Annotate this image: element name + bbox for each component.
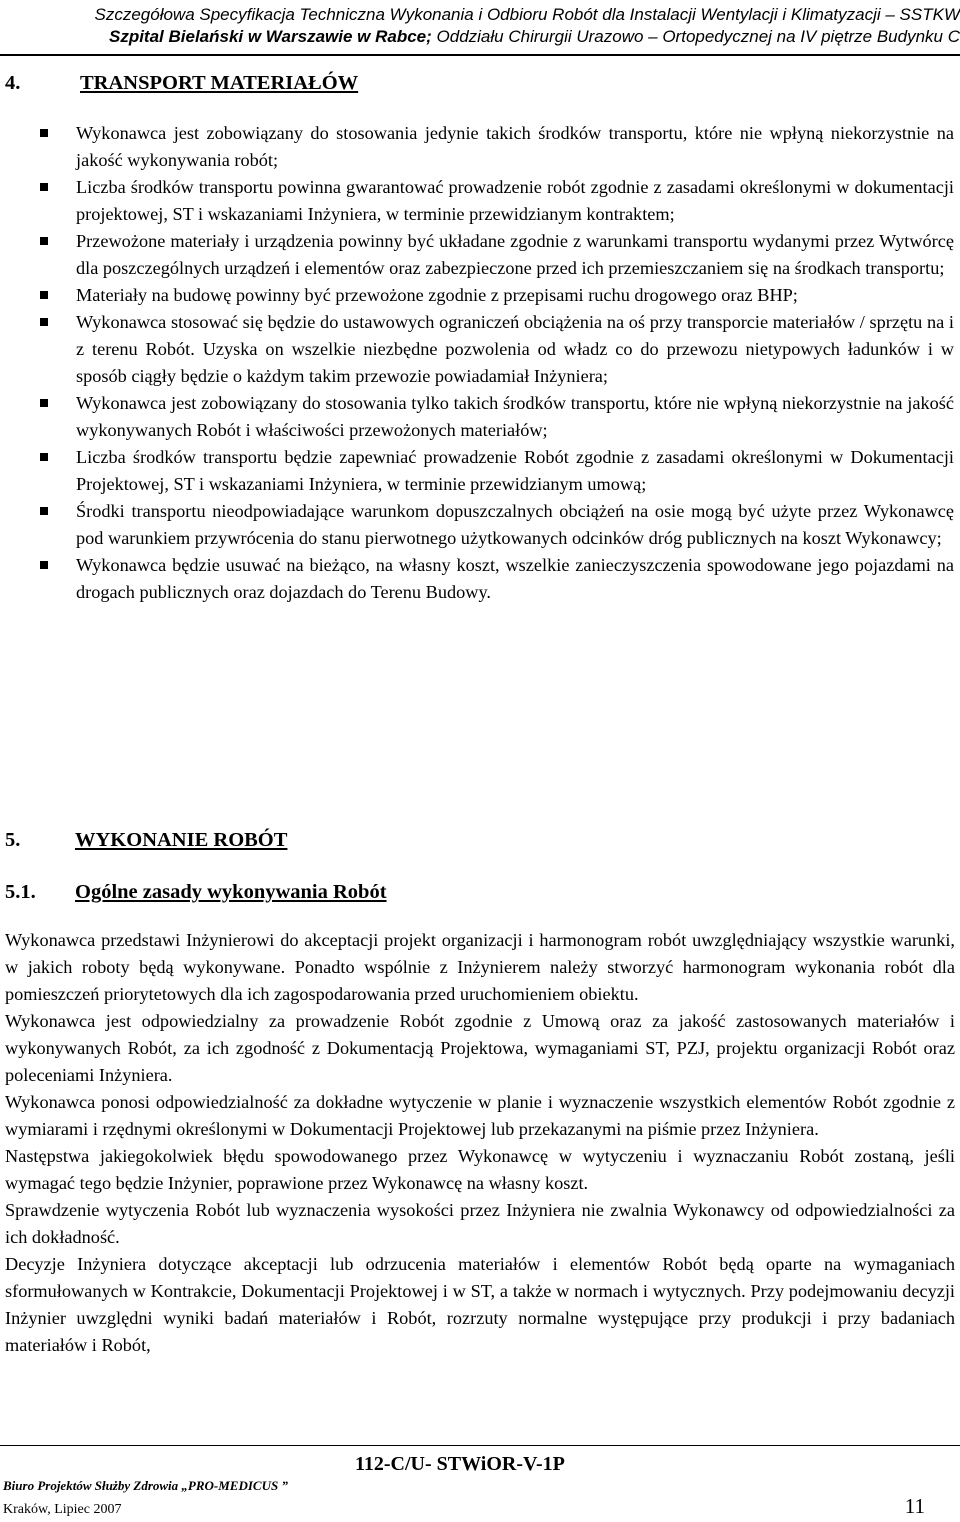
bullet-square-icon xyxy=(40,453,48,461)
transport-requirements-list xyxy=(40,120,954,606)
bullet-square-icon xyxy=(40,237,48,245)
header-hospital-name: Szpital Bielański w Warszawie w Rabce; xyxy=(108,27,432,46)
bullet-square-icon xyxy=(40,561,48,569)
footer-document-code: 112-C/U- STWiOR-V-1P xyxy=(355,1453,565,1475)
bullet-square-icon xyxy=(40,318,48,326)
list-item: Przewożone materiały i urządzenia powinny być układane zgodnie z warunkami transportu wydanymi przez Wytwórcę dla poszczególnych urządzeń i elementów oraz zabezpieczone przed ich przemieszczaniem się na środkach transportu; xyxy=(40,228,954,282)
section-5-1-heading xyxy=(5,880,387,904)
header-department: Oddziału Chirurgii Urazowo – Ortopedycznej na IV piętrze Budynku C xyxy=(431,27,960,46)
bullet-square-icon xyxy=(40,399,48,407)
section-4-title: TRANSPORT MATERIAŁÓW xyxy=(80,72,359,94)
bullet-square-icon xyxy=(40,129,48,137)
list-item: Środki transportu nieodpowiadające warunkom dopuszczalnych obciążeń na osie mogą być użyte przez Wykonawcę pod warunkiem przywrócenia do stanu pierwotnego użytkowanych odcinków dróg publicznych na koszt Wykonawcy; xyxy=(40,498,954,552)
paragraph: Decyzje Inżyniera dotyczące akceptacji lub odrzucenia materiałów i elementów Robót będą oparte na wymaganiach sformułowanych w Kontrakcie, Dokumentacji Projektowej i w ST, a także w normach i wytycznych. Przy podejmowaniu decyzji Inżynier uwzględni wyniki badań materiałów i Robót, rozrzuty normalne występujące przy produkcji i przy badaniach materiałów i Robót, xyxy=(5,1254,955,1355)
list-item: Wykonawca jest zobowiązany do stosowania jedynie takich środków transportu, które nie wpłyną niekorzystnie na jakość wykonywania robót; xyxy=(40,120,954,174)
bullet-square-icon xyxy=(40,183,48,191)
section-5-1-body xyxy=(5,927,955,1359)
list-item: Liczba środków transportu powinna gwarantować prowadzenie robót zgodnie z zasadami określonymi w dokumentacji projektowej, ST i wskazaniami Inżyniera, w terminie przewidzianym kontraktem; xyxy=(40,174,954,228)
list-item: Wykonawca będzie usuwać na bieżąco, na własny koszt, wszelkie zanieczyszczenia spowodowane jego pojazdami na drogach publicznych oraz dojazdach do Terenu Budowy. xyxy=(40,552,954,606)
footer-place-date: Kraków, Lipiec 2007 xyxy=(3,1502,122,1517)
header-divider xyxy=(0,54,960,56)
header-subtitle-line xyxy=(0,27,960,47)
section-4-number: 4. xyxy=(5,72,21,94)
list-item: Liczba środków transportu będzie zapewniać prowadzenie Robót zgodnie z zasadami określonymi w Dokumentacji Projektowej, ST i wskazaniami Inżyniera, w terminie przewidzianym umową; xyxy=(40,444,954,498)
list-item: Materiały na budowę powinny być przewożone zgodnie z przepisami ruchu drogowego oraz BHP; xyxy=(40,282,954,309)
paragraph: Następstwa jakiegokolwiek błędu spowodowanego przez Wykonawcę w wytyczeniu i wyznaczaniu Robót zostaną, jeśli wymagać tego będzie Inżynier, poprawione przez Wykonawcę na własny koszt. xyxy=(5,1146,955,1193)
page-number: 11 xyxy=(904,1494,925,1518)
paragraph: Sprawdzenie wytyczenia Robót lub wyznaczenia wysokości przez Inżyniera nie zwalnia Wykonawcy od odpowiedzialności za ich dokładność. xyxy=(5,1200,955,1247)
section-5-heading xyxy=(5,828,287,852)
section-5-title: WYKONANIE ROBÓT xyxy=(75,829,288,851)
list-item: Wykonawca jest zobowiązany do stosowania tylko takich środków transportu, które nie wpłyną niekorzystnie na jakość wykonywanych Robót i właściwości przewożonych materiałów; xyxy=(40,390,954,444)
paragraph: Wykonawca jest odpowiedzialny za prowadzenie Robót zgodnie z Umową oraz za jakość zastosowanych materiałów i wykonywanych Robót, za ich zgodność z Dokumentacją Projektowa, wymaganiami ST, PZJ, projektu organizacji Robót oraz poleceniami Inżyniera. xyxy=(5,1011,955,1085)
list-item: Wykonawca stosować się będzie do ustawowych ograniczeń obciążenia na oś przy transporcie materiałów / sprzętu na i z terenu Robót. Uzyska on wszelkie niezbędne pozwolenia od władz co do przewozu nietypowych ładunków i w sposób ciągły będzie o każdym takim przewozie powiadamiał Inżyniera; xyxy=(40,309,954,390)
paragraph: Wykonawca ponosi odpowiedzialność za dokładne wytyczenie w planie i wyznaczenie wszystkich elementów Robót zgodnie z wymiarami i rzędnymi określonymi w Dokumentacji Projektowej lub przekazanymi na piśmie przez Inżyniera. xyxy=(5,1092,955,1139)
section-5-number: 5. xyxy=(5,829,21,851)
bullet-square-icon xyxy=(40,291,48,299)
section-5-1-number: 5.1. xyxy=(5,881,36,903)
header-title-line: Szczegółowa Specyfikacja Techniczna Wykonania i Odbioru Robót dla Instalacji Wentylacji i Klimatyzacji – SSTKW xyxy=(94,5,960,24)
paragraph: Wykonawca przedstawi Inżynierowi do akceptacji projekt organizacji i harmonogram robót uwzględniający wszystkie warunki, w jakich roboty będą wykonywane. Ponadto wspólnie z Inżynierem należy stworzyć harmonogram wykonania robót dla pomieszczeń priorytetowych dla ich zagospodarowania przed uruchomieniem obiektu. xyxy=(5,930,955,1004)
bullet-square-icon xyxy=(40,507,48,515)
footer-divider xyxy=(0,1445,960,1446)
section-5-1-title: Ogólne zasady wykonywania Robót xyxy=(75,881,387,903)
footer-office-name: Biuro Projektów Służby Zdrowia „PRO-MEDICUS ” xyxy=(3,1478,288,1493)
section-4-heading xyxy=(5,71,358,95)
